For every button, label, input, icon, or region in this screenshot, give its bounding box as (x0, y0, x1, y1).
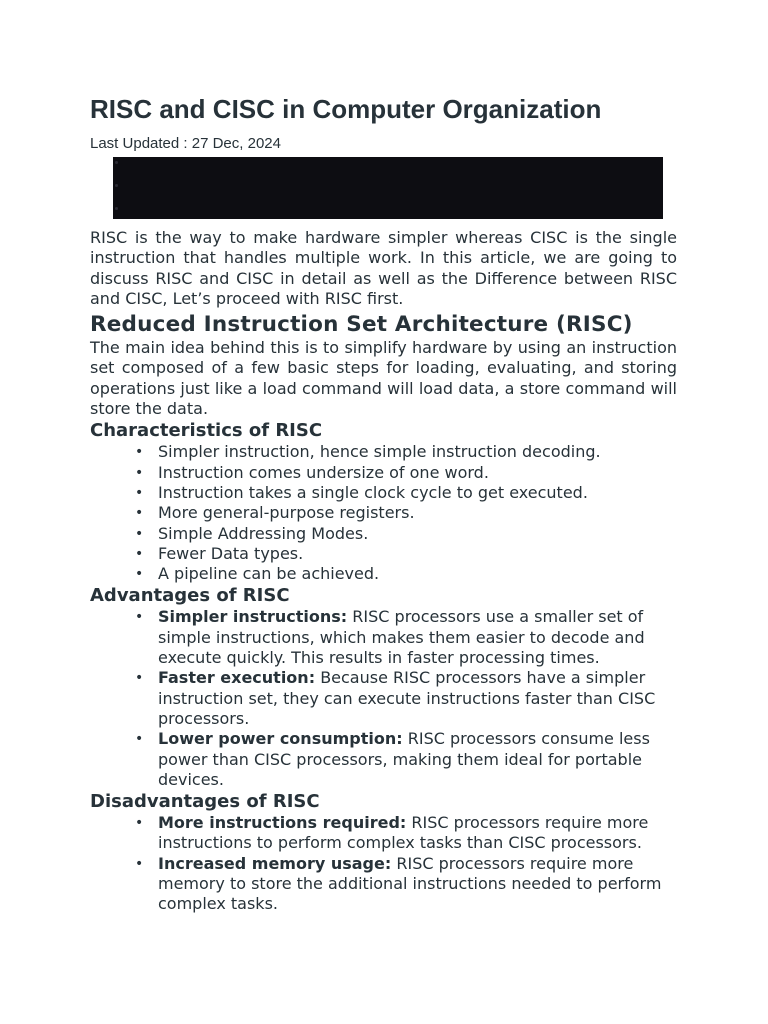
item-term: Simpler instructions: (158, 607, 348, 627)
characteristics-heading: Characteristics of RISC (90, 420, 323, 442)
list-item: • Fewer Data types. (158, 544, 677, 564)
item-text: Because RISC processors have a simpler instruction set, they can execute instructions faster than CISC processors. (158, 668, 656, 728)
advantages-heading: Advantages of RISC (90, 585, 290, 607)
item-term: Lower power consumption: (158, 729, 403, 749)
item-text: RISC processors consume less power than CISC processors, making them ideal for portable devices. (158, 729, 650, 789)
risc-heading: Reduced Instruction Set Architecture (RISC) (90, 312, 633, 338)
banner-dot (115, 184, 118, 187)
list-item: • Instruction comes undersize of one word. (158, 463, 677, 483)
list-item (158, 813, 677, 854)
page-title: RISC and CISC in Computer Organization (90, 94, 602, 124)
list-item: • Instruction takes a single clock cycle to get executed. (158, 483, 677, 503)
advantages-list (90, 607, 677, 790)
list-item: • A pipeline can be achieved. (158, 564, 677, 584)
banner-dot (115, 207, 118, 210)
item-text: RISC processors use a smaller set of simple instructions, which makes them easier to decode and execute quickly. This results in faster processing times. (158, 607, 645, 668)
item-term: Faster execution: (158, 668, 316, 688)
list-item: • Simpler instruction, hence simple instruction decoding. (158, 442, 677, 462)
intro-paragraph: RISC is the way to make hardware simpler whereas CISC is the single instruction that handles multiple work. In this article, we are going to discuss RISC and CISC in detail as well as the Difference between RISC and CISC, Let’s proceed with RISC first. (90, 228, 677, 308)
list-item: • Simple Addressing Modes. (158, 524, 677, 544)
disadvantages-heading: Disadvantages of RISC (90, 791, 320, 813)
banner-dot (115, 161, 118, 164)
list-item (158, 854, 677, 915)
list-item (158, 729, 677, 790)
item-term: More instructions required: (158, 813, 407, 833)
risc-description: The main idea behind this is to simplify hardware by using an instruction set composed of a few basic steps for loading, evaluating, and storing operations just like a load command will load data, a store command will store the data. (90, 338, 677, 419)
last-updated: Last Updated : 27 Dec, 2024 (90, 135, 281, 152)
list-item: • More general-purpose registers. (158, 503, 677, 523)
dark-banner (113, 157, 663, 219)
item-text: RISC processors require more instructions to perform complex tasks than CISC processors. (158, 813, 649, 853)
characteristics-list (90, 442, 677, 584)
list-item (158, 607, 677, 668)
list-item (158, 668, 677, 729)
article-body (90, 228, 677, 915)
item-term: Increased memory usage: (158, 853, 392, 873)
disadvantages-list (90, 813, 677, 914)
item-text: RISC processors require more memory to store the additional instructions needed to perform complex tasks. (158, 853, 662, 914)
